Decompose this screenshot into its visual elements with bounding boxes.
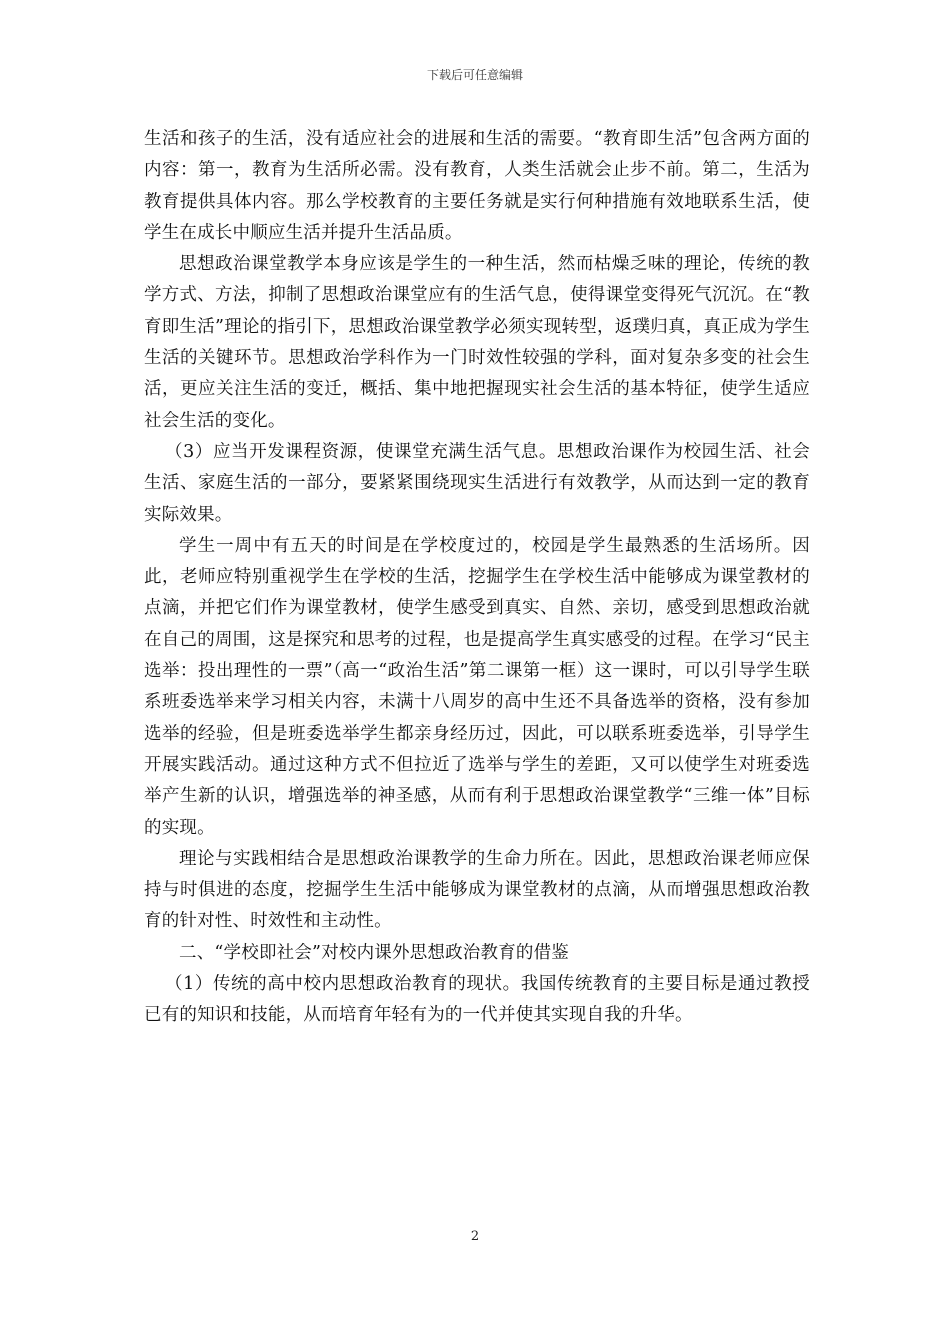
page-header: 下载后可任意编辑 <box>426 68 523 82</box>
paragraph-6: （1）传统的高中校内思想政治教育的现状。我国传统教育的主要目标是通过教授已有的知识和技能，从而培育年轻有为的一代并使其实现自我的升华。 <box>144 974 810 1026</box>
paragraph-1: 生活和孩子的生活，没有适应社会的进展和生活的需要。“教育即生活”包含两方面的内容：第一，教育为生活所必需。没有教育，人类生活就会止步不前。第二，生活为教育提供具体内容。那么学校教育的主要任务就是实行何种措施有效地联系生活，使学生在成长中顺应生活并提升生活品质。 <box>144 129 810 243</box>
paragraph-5: 理论与实践相结合是思想政治课教学的生命力所在。因此，思想政治课老师应保持与时俱进的态度，挖掘学生生活中能够成为课堂教材的点滴，从而增强思想政治教育的针对性、时效性和主动性。 <box>144 848 810 932</box>
section-heading: 二、“学校即社会”对校内课外思想政治教育的借鉴 <box>179 942 569 963</box>
paragraph-4: 学生一周中有五天的时间是在学校度过的，校园是学生最熟悉的生活场所。因此，老师应特别重视学生在学校的生活，挖掘学生在学校生活中能够成为课堂教材的点滴，并把它们作为课堂教材，使学生感受到真实、自然、亲切，感受到思想政治就在自己的周围，这是探究和思考的过程，也是提高学生真实感受的过程。在学习“民主选举：投出理性的一票”（高一“政治生活”第二课第一框）这一课时，可以引导学生联系班委选举来学习相关内容，未满十八周岁的高中生还不具备选举的资格，没有参加选举的经验，但是班委选举学生都亲身经历过，因此，可以联系班委选举，引导学生开展实践活动。通过这种方式不但拉近了选举与学生的差距，又可以使学生对班委选举产生新的认识，增强选举的神圣感，从而有利于思想政治课堂教学“三维一体”目标的实现。 <box>144 535 810 838</box>
document-body <box>144 124 810 1032</box>
paragraph-3: （3）应当开发课程资源，使课堂充满生活气息。思想政治课作为校园生活、社会生活、家庭生活的一部分，要紧紧围绕现实生活进行有效教学，从而达到一定的教育实际效果。 <box>144 441 810 525</box>
page-number: 2 <box>470 1229 480 1244</box>
paragraph-2: 思想政治课堂教学本身应该是学生的一种生活，然而枯燥乏味的理论，传统的教学方式、方法，抑制了思想政治课堂应有的生活气息，使得课堂变得死气沉沉。在“教育即生活”理论的指引下，思想政治课堂教学必须实现转型，返璞归真，真正成为学生生活的关键环节。思想政治学科作为一门时效性较强的学科，面对复杂多变的社会生活，更应关注生活的变迁，概括、集中地把握现实社会生活的基本特征，使学生适应社会生活的变化。 <box>144 254 810 431</box>
